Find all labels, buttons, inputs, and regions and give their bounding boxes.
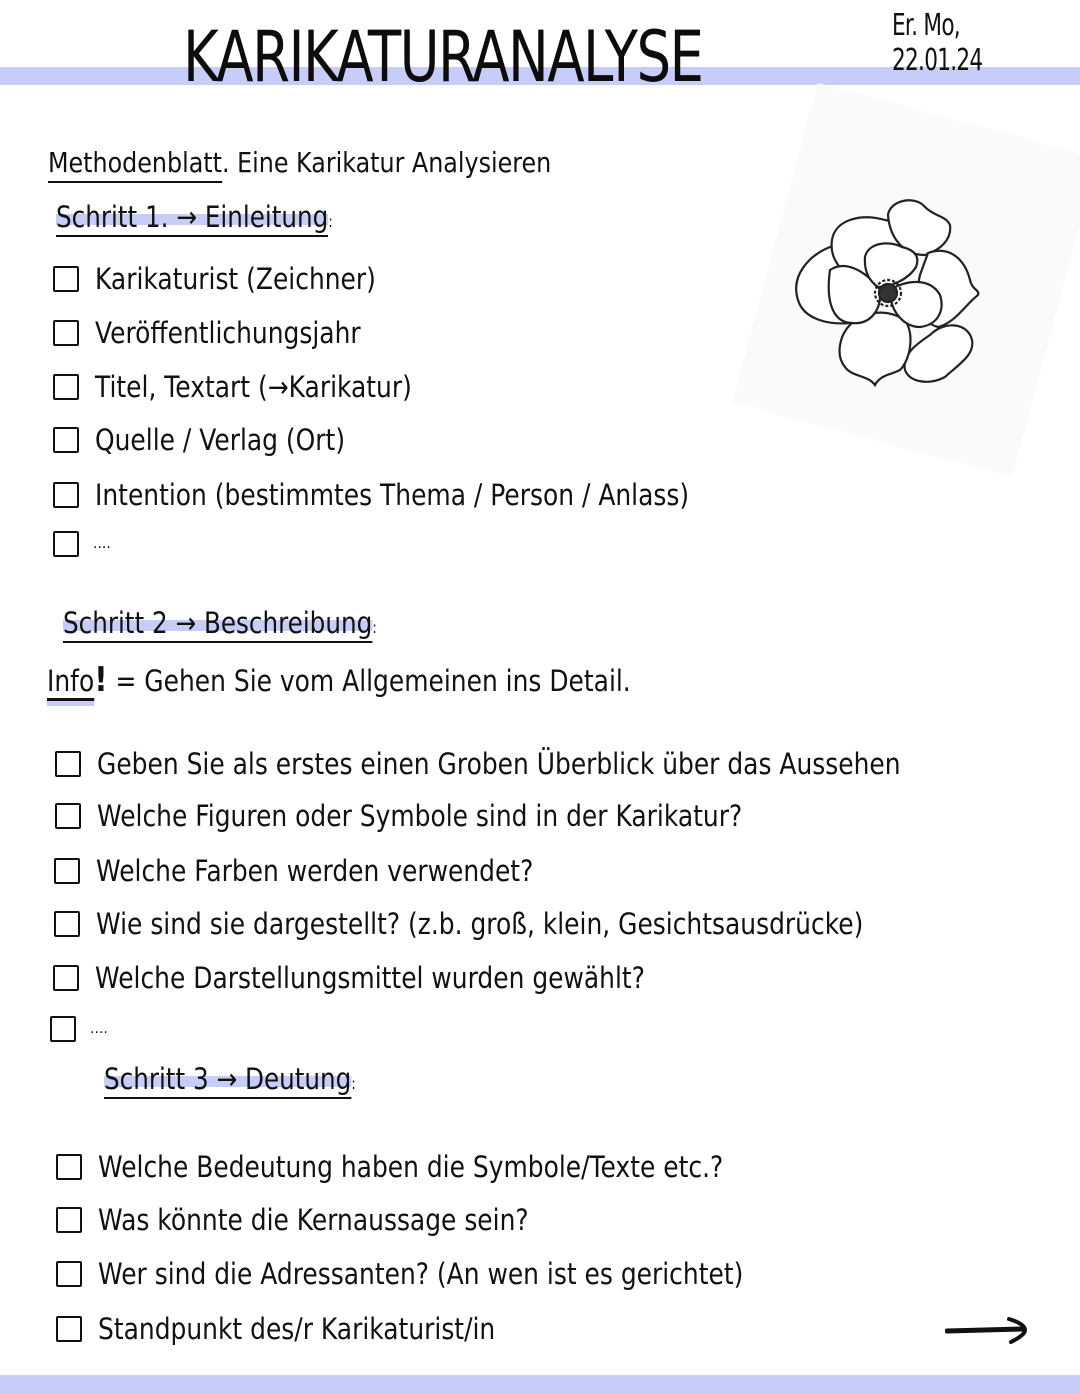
info-label: Info — [47, 664, 94, 701]
checkbox[interactable] — [53, 320, 79, 346]
checkbox[interactable] — [56, 1207, 82, 1233]
step-1-item-2[interactable]: Veröffentlichungsjahr — [53, 316, 404, 350]
checkbox[interactable] — [53, 965, 79, 991]
step-1-item-6[interactable]: .... — [53, 531, 111, 557]
arrow-right-icon — [945, 1316, 1030, 1344]
info-note — [47, 660, 631, 700]
checkbox[interactable] — [50, 1016, 76, 1042]
page-title: KARIKATURANALYSE — [183, 16, 703, 98]
exclamation-icon: ! — [94, 660, 108, 700]
step-3-item-1[interactable]: Welche Bedeutung haben die Symbole/Texte etc.? — [56, 1150, 825, 1184]
checkbox[interactable] — [53, 531, 79, 557]
checkbox[interactable] — [53, 482, 79, 508]
step-2-item-5[interactable]: Welche Darstellungsmittel wurden gewählt? — [53, 961, 734, 995]
checkbox[interactable] — [53, 266, 79, 292]
method-sheet-heading: Methodenblatt. Eine Karikatur Analysieren — [48, 146, 551, 179]
checkbox[interactable] — [53, 374, 79, 400]
checkbox[interactable] — [56, 1154, 82, 1180]
step-1-item-3[interactable]: Titel, Textart (→Karikatur) — [53, 370, 463, 404]
step-2-item-6[interactable]: .... — [50, 1016, 108, 1042]
step-2-item-4[interactable]: Wie sind sie dargestellt? (z.b. groß, klein, Gesichtsausdrücke) — [54, 907, 988, 941]
date-label: Er. Mo, 22.01.24 — [892, 8, 983, 78]
checkbox[interactable] — [55, 803, 81, 829]
checkbox[interactable] — [55, 751, 81, 777]
step-1-item-1[interactable]: Karikaturist (Zeichner) — [53, 262, 422, 296]
checkbox[interactable] — [54, 911, 80, 937]
step-2-item-1[interactable]: Geben Sie als erstes einen Groben Überblick über das Aussehen — [55, 747, 1031, 781]
step-3-item-4[interactable]: Standpunkt des/r Karikaturist/in — [56, 1312, 560, 1346]
bottom-accent-band — [0, 1375, 1080, 1394]
step-2-heading: Schritt 2 → Beschreibung: — [63, 606, 377, 640]
checkbox[interactable] — [54, 858, 80, 884]
step-3-heading: Schritt 3 → Deutung: — [104, 1062, 356, 1096]
step-2-item-2[interactable]: Welche Figuren oder Symbole sind in der Karikatur? — [55, 799, 847, 833]
step-3-item-3[interactable]: Wer sind die Adressanten? (An wen ist es gerichtet) — [56, 1257, 848, 1291]
step-1-heading: Schritt 1. → Einleitung: — [56, 200, 333, 234]
flower-icon — [790, 195, 990, 390]
step-1-item-5[interactable]: Intention (bestimmtes Thema / Person / Anlass) — [53, 478, 786, 512]
checkbox[interactable] — [56, 1316, 82, 1342]
info-text: = Gehen Sie vom Allgemeinen ins Detail. — [115, 664, 631, 698]
method-sheet-label: Methodenblatt — [48, 146, 222, 183]
checkbox[interactable] — [53, 427, 79, 453]
step-3-item-2[interactable]: Was könnte die Kernaussage sein? — [56, 1203, 599, 1237]
step-2-item-3[interactable]: Welche Farben werden verwendet? — [54, 854, 605, 888]
method-sheet-subtitle: Eine Karikatur Analysieren — [237, 146, 552, 179]
checkbox[interactable] — [56, 1261, 82, 1287]
step-1-item-4[interactable]: Quelle / Verlag (Ort) — [53, 423, 386, 457]
